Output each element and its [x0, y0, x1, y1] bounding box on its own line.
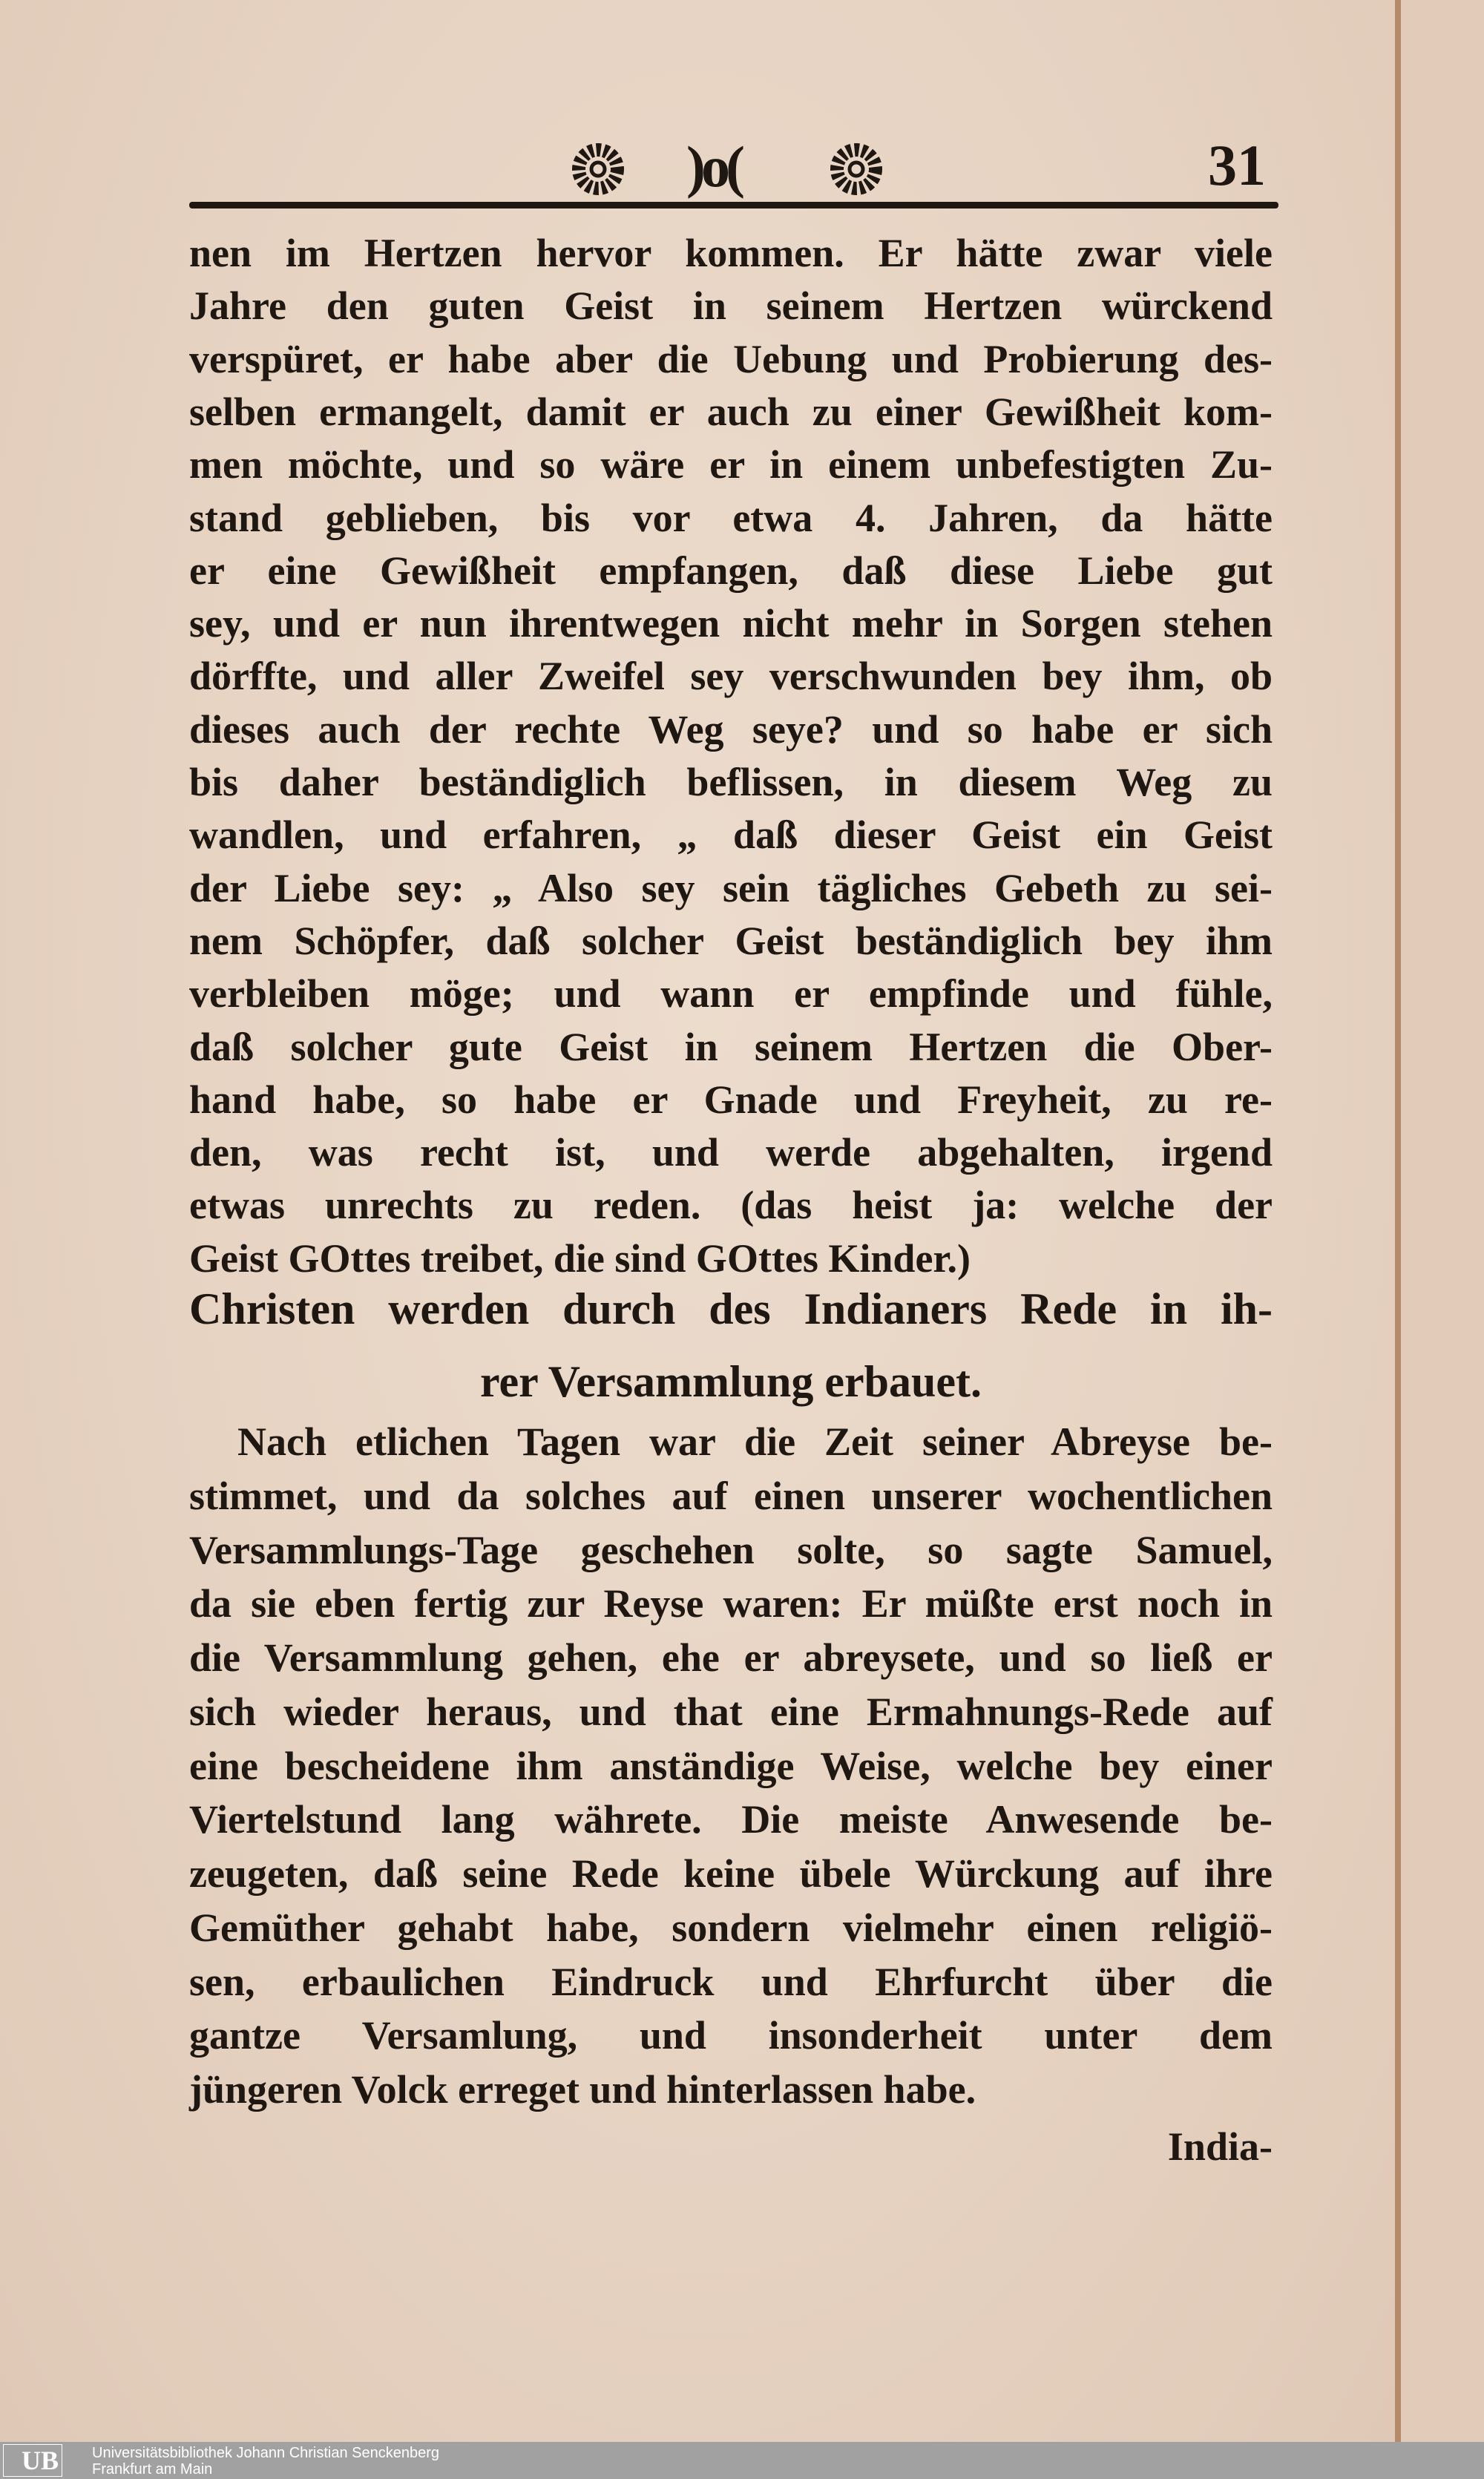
text-line: bis daher beständiglich beflissen, in diesem Weg zu — [189, 760, 1273, 804]
heading-line: rer Versammlung erbauet. — [479, 1357, 982, 1406]
adjacent-page-margin — [1401, 0, 1484, 2442]
text-line: Jahre den guten Geist in seinem Hertzen würckend — [189, 283, 1273, 329]
text-line: zeugeten, daß seine Rede keine übele Würckung auf ihre — [189, 1851, 1273, 1896]
text-line: gantze Versamlung, und insonderheit unter dem — [189, 2013, 1273, 2058]
text-line: verspüret, er habe aber die Uebung und Probierung des- — [189, 336, 1273, 381]
heading-line: Christen werden durch des Indianers Rede in ih- — [189, 1284, 1273, 1333]
text-line: selben ermangelt, damit er auch zu einer Gewißheit kom- — [189, 389, 1273, 434]
text-line: sey, und er nun ihrentwegen nicht mehr in Sorgen stehen — [189, 601, 1273, 646]
text-line: dieses auch der rechte Weg seye? und so habe er sich — [189, 706, 1273, 752]
ub-logo-text: UB — [21, 2446, 59, 2475]
text-line: Geist GOttes treibet, die sind GOttes Kinder.) — [189, 1235, 971, 1281]
text-line: nen im Hertzen hervor kommen. Er hätte zwar viele — [189, 231, 1273, 275]
text-line: verbleiben möge; und wann er empfinde und fühle, — [189, 971, 1273, 1017]
text-line: eine bescheidene ihm anständige Weise, welche bey einer — [189, 1743, 1273, 1788]
flower-ornament-icon — [571, 142, 625, 196]
flower-ornament-icon — [830, 142, 883, 196]
text-line: dörffte, und aller Zweifel sey verschwunden bey ihm, ob — [189, 654, 1273, 699]
library-name: Universitätsbibliothek Johann Christian Senckenberg — [92, 2445, 440, 2461]
text-line: sen, erbaulichen Eindruck und Ehrfurcht über die — [189, 1959, 1273, 2004]
library-footer-banner — [0, 2442, 1484, 2479]
page-number: 31 — [1208, 133, 1266, 197]
text-line: den, was recht ist, und werde abgehalten, irgend — [189, 1130, 1273, 1175]
text-line: Viertelstund lang währete. Die meiste Anwesende be- — [189, 1797, 1273, 1842]
text-line: jüngeren Volck erreget und hinterlassen habe. — [189, 2067, 976, 2112]
text-line: daß solcher gute Geist in seinem Hertzen die Ober- — [189, 1024, 1273, 1069]
ub-logo — [3, 2444, 62, 2477]
text-line: wandlen, und erfahren, „ daß dieser Geist ein Geist — [189, 812, 1273, 858]
text-line: men möchte, und so wäre er in einem unbefestigten Zu- — [189, 442, 1273, 487]
center-ornament: )o( — [686, 134, 741, 199]
text-line: die Versammlung gehen, ehe er abreysete, und so ließ er — [189, 1635, 1273, 1680]
text-line: stand geblieben, bis vor etwa 4. Jahren, da hätte — [189, 495, 1273, 540]
text-line: der Liebe sey: „ Also sey sein tägliches Gebeth zu sei- — [189, 865, 1273, 910]
catchword: India- — [1167, 2124, 1273, 2169]
page-edge — [1395, 0, 1401, 2442]
library-city: Frankfurt am Main — [92, 2461, 213, 2478]
text-line: da sie eben fertig zur Reyse waren: Er müßte erst noch in — [189, 1581, 1273, 1626]
text-line: Nach etlichen Tagen war die Zeit seiner Abreyse be- — [237, 1419, 1273, 1464]
text-line: sich wieder heraus, und that eine Ermahnungs-Rede auf — [189, 1689, 1273, 1734]
header-rule — [189, 202, 1278, 209]
text-line: etwas unrechts zu reden. (das heist ja: welche der — [189, 1183, 1273, 1228]
text-line: Versammlungs-Tage geschehen solte, so sagte Samuel, — [189, 1527, 1273, 1572]
text-line: stimmet, und da solches auf einen unserer wochentlichen — [189, 1473, 1273, 1518]
text-line: Gemüther gehabt habe, sondern vielmehr einen religiö- — [189, 1905, 1273, 1950]
text-line: er eine Gewißheit empfangen, daß diese Liebe gut — [189, 548, 1273, 593]
text-line: hand habe, so habe er Gnade und Freyheit, zu re- — [189, 1077, 1273, 1122]
text-line: nem Schöpfer, daß solcher Geist beständiglich bey ihm — [189, 918, 1273, 963]
